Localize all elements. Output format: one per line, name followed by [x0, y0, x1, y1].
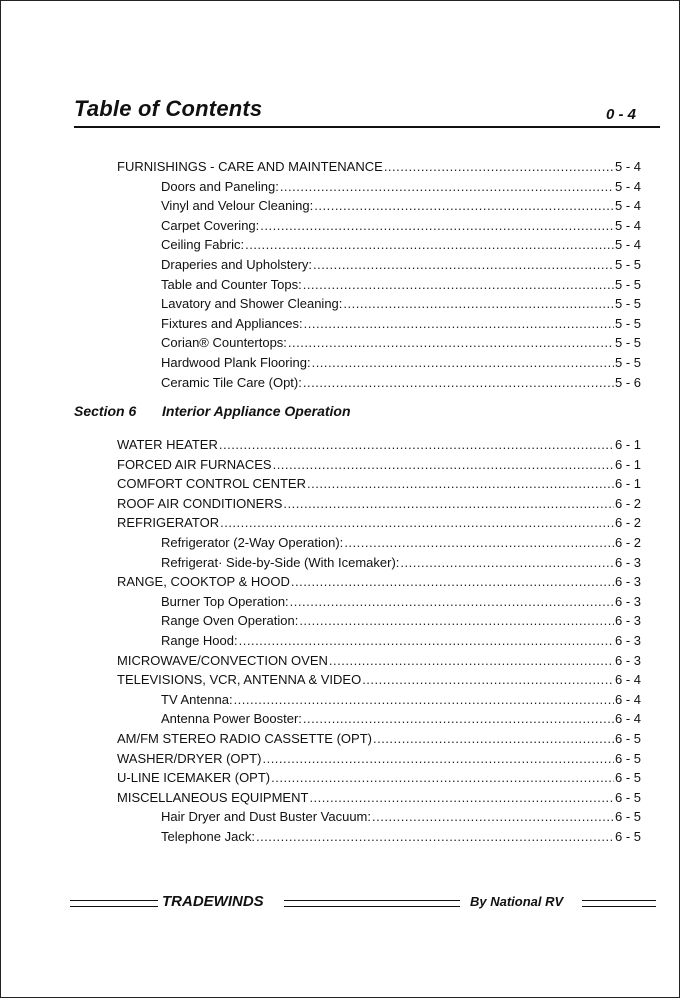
toc-entry-page: 5 - 4 [614, 159, 641, 174]
toc-entry-label: Range Hood: [161, 633, 238, 648]
toc-entry[interactable] [161, 828, 641, 846]
toc-entry-page: 6 - 3 [614, 593, 641, 609]
toc-entry[interactable] [161, 691, 641, 709]
leader-dots [362, 671, 614, 689]
toc-entry-page: 5 - 5 [614, 257, 641, 272]
leader-dots [307, 475, 614, 493]
toc-entry[interactable] [161, 178, 641, 196]
leader-dots [256, 828, 614, 846]
toc-entry-page: 5 - 5 [614, 355, 641, 370]
toc-entry-page: 5 - 6 [614, 374, 641, 390]
toc-entry[interactable] [117, 671, 641, 689]
toc-entry-page: 6 - 3 [614, 554, 641, 570]
toc-entry[interactable] [117, 475, 641, 493]
footer-rule-middle [284, 900, 460, 907]
toc-entry-page: 6 - 2 [614, 535, 641, 550]
footer-rule-left [70, 900, 158, 907]
toc-entry[interactable] [161, 374, 641, 392]
toc-entry-page: 5 - 4 [614, 178, 641, 194]
section-heading [74, 403, 351, 419]
toc-entry-label: Carpet Covering: [161, 217, 260, 233]
toc-entry[interactable] [161, 554, 641, 572]
toc-entry-label: RANGE, COOKTOP & HOOD [117, 574, 290, 590]
leader-dots [343, 295, 614, 313]
toc-entry-label: Hardwood Plank Flooring: [161, 355, 311, 370]
leader-dots [239, 632, 614, 650]
toc-entry[interactable] [161, 593, 641, 611]
toc-entry[interactable] [161, 217, 641, 235]
footer-brand: TRADEWINDS [162, 893, 264, 910]
toc-entry-label: Telephone Jack: [161, 829, 255, 844]
toc-entry-page: 6 - 5 [614, 809, 641, 825]
leader-dots [290, 593, 614, 611]
leader-dots [400, 554, 614, 572]
toc-entry-label: Doors and Paneling: [161, 178, 279, 194]
leader-dots [373, 730, 614, 748]
toc-entry-page: 6 - 3 [614, 652, 641, 668]
toc-entry-page: 5 - 4 [614, 237, 641, 253]
leader-dots [288, 334, 614, 352]
leader-dots [309, 789, 614, 807]
toc-entry-page: 6 - 1 [614, 476, 641, 492]
toc-entry-label: COMFORT CONTROL CENTER [117, 476, 306, 492]
toc-entry[interactable] [117, 495, 641, 513]
toc-entry-label: Table and Counter Tops: [161, 276, 302, 292]
toc-entry[interactable] [117, 158, 641, 176]
toc-entry[interactable] [117, 652, 641, 670]
leader-dots [384, 158, 614, 176]
leader-dots [291, 573, 614, 591]
leader-dots [260, 217, 614, 235]
leader-dots [299, 612, 614, 630]
toc-entry-label: Ceiling Fabric: [161, 237, 245, 253]
toc-entry-page: 6 - 3 [614, 633, 641, 648]
toc-entry[interactable] [161, 295, 641, 313]
toc-entry-page: 6 - 3 [614, 613, 641, 629]
toc-entry-page: 6 - 3 [614, 574, 641, 590]
toc-entry[interactable] [161, 315, 641, 333]
leader-dots [219, 436, 614, 454]
toc-entry[interactable] [117, 573, 641, 591]
toc-entry-page: 5 - 5 [614, 276, 641, 292]
section-number: Section 6 [74, 403, 137, 419]
page-title: Table of Contents [74, 96, 263, 121]
toc-entry-page: 5 - 4 [614, 198, 641, 214]
toc-entry[interactable] [161, 612, 641, 630]
toc-entry[interactable] [161, 197, 641, 215]
toc-entry-label: Ceramic Tile Care (Opt): [161, 374, 302, 390]
toc-entry[interactable] [117, 769, 641, 787]
toc-entry[interactable] [161, 256, 641, 274]
toc-entry-page: 6 - 2 [614, 515, 641, 531]
toc-entry-label: MISCELLANEOUS EQUIPMENT [117, 789, 309, 805]
toc-entry-page: 6 - 5 [614, 750, 641, 766]
leader-dots [303, 374, 614, 392]
toc-entry-page: 5 - 5 [614, 315, 641, 331]
toc-entry-label: REFRIGERATOR [117, 515, 220, 531]
toc-entry-label: FURNISHINGS - CARE AND MAINTENANCE [117, 159, 383, 174]
section-title: Interior Appliance Operation [162, 403, 351, 419]
leader-dots [280, 178, 614, 196]
leader-dots [273, 456, 614, 474]
toc-entry[interactable] [117, 456, 641, 474]
toc-entry-page: 6 - 1 [614, 437, 641, 452]
leader-dots [344, 534, 614, 552]
toc-entry-label: Hair Dryer and Dust Buster Vacuum: [161, 809, 371, 825]
toc-entry-label: ROOF AIR CONDITIONERS [117, 495, 283, 511]
toc-entry-label: Burner Top Operation: [161, 593, 289, 609]
toc-entry-label: U-LINE ICEMAKER (OPT) [117, 770, 271, 786]
toc-entry[interactable] [117, 789, 641, 807]
toc-entry[interactable] [161, 276, 641, 294]
toc-entry[interactable] [161, 236, 641, 254]
leader-dots [262, 750, 614, 768]
toc-entry-label: TELEVISIONS, VCR, ANTENNA & VIDEO [117, 672, 362, 688]
leader-dots [312, 354, 614, 372]
toc-entry-label: Refrigerator (2-Way Operation): [161, 535, 344, 550]
toc-entry-label: Corian® Countertops: [161, 335, 287, 351]
leader-dots [372, 808, 614, 826]
leader-dots [329, 652, 614, 670]
toc-entry[interactable] [161, 632, 641, 650]
toc-entry[interactable] [161, 534, 641, 552]
toc-entry-page: 6 - 1 [614, 456, 641, 472]
toc-entry-page: 6 - 4 [614, 672, 641, 688]
toc-entry-label: Vinyl and Velour Cleaning: [161, 198, 314, 214]
toc-entry-page: 6 - 5 [614, 731, 641, 746]
toc-entry-label: AM/FM STEREO RADIO CASSETTE (OPT) [117, 731, 372, 746]
toc-entry-label: Range Oven Operation: [161, 613, 299, 629]
leader-dots [245, 236, 614, 254]
footer-rule-right [582, 900, 656, 907]
toc-entry-page: 6 - 2 [614, 495, 641, 511]
leader-dots [271, 769, 614, 787]
toc-entry[interactable] [117, 436, 641, 454]
leader-dots [304, 315, 614, 333]
toc-entry-page: 5 - 5 [614, 335, 641, 351]
toc-entry-page: 6 - 4 [614, 711, 641, 727]
toc-entry[interactable] [161, 808, 641, 826]
toc-entry[interactable] [117, 750, 641, 768]
toc-entry-label: Fixtures and Appliances: [161, 315, 303, 331]
toc-entry-page: 6 - 5 [614, 789, 641, 805]
header-page-number: 0 - 4 [605, 106, 636, 123]
toc-entry-page: 6 - 4 [614, 691, 641, 707]
footer [70, 893, 656, 913]
toc-entry-label: MICROWAVE/CONVECTION OVEN [117, 652, 328, 668]
toc-entry-label: TV Antenna: [161, 691, 233, 707]
toc-entry[interactable] [161, 354, 641, 372]
toc-entry-label: Lavatory and Shower Cleaning: [161, 296, 343, 312]
toc-entry-page: 5 - 4 [614, 217, 641, 233]
leader-dots [313, 256, 614, 274]
toc-entry-label: Refrigerat· Side-by-Side (With Icemaker): [161, 554, 400, 570]
toc-entry-label: Antenna Power Booster: [161, 711, 302, 727]
leader-dots [303, 710, 614, 728]
leader-dots [220, 514, 614, 532]
toc-entry-label: WASHER/DRYER (OPT) [117, 750, 262, 766]
toc-entry-page: 5 - 5 [614, 296, 641, 312]
leader-dots [234, 691, 614, 709]
header-rule [74, 126, 660, 128]
footer-maker: By National RV [470, 894, 564, 909]
leader-dots [314, 197, 614, 215]
toc-entry-label: WATER HEATER [117, 437, 218, 452]
leader-dots [303, 276, 614, 294]
toc-entry-label: FORCED AIR FURNACES [117, 456, 272, 472]
toc-entry[interactable] [161, 334, 641, 352]
toc-entry[interactable] [117, 730, 641, 748]
toc-entry-label: Draperies and Upholstery: [161, 257, 313, 272]
toc-entry[interactable] [161, 710, 641, 728]
toc-entry-page: 6 - 5 [614, 829, 641, 844]
toc-entry-page: 6 - 5 [614, 770, 641, 786]
leader-dots [283, 495, 614, 513]
toc-entry[interactable] [117, 514, 641, 532]
